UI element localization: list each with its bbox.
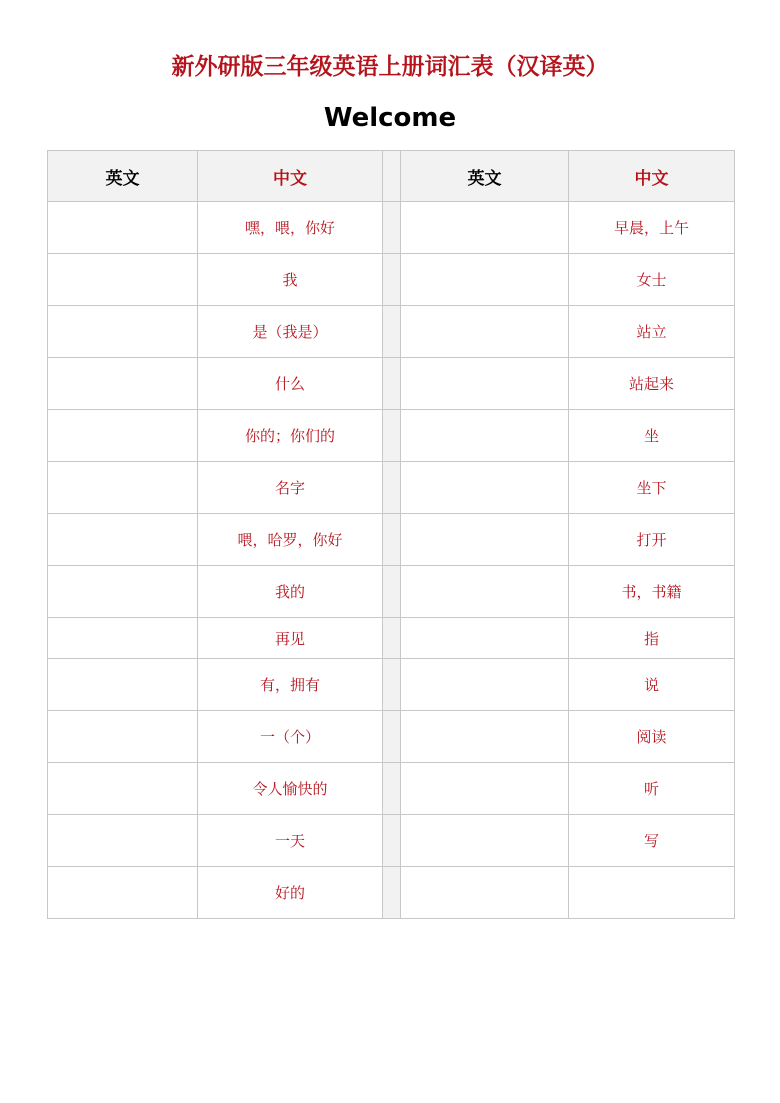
- left-chinese-cell: 一（个）: [198, 711, 383, 763]
- column-gap: [383, 410, 401, 462]
- table-row: [48, 711, 735, 763]
- column-gap: [383, 618, 401, 659]
- left-chinese-cell: 我的: [198, 566, 383, 618]
- table-row: [48, 659, 735, 711]
- right-english-cell: [401, 202, 569, 254]
- left-chinese-cell: 好的: [198, 867, 383, 919]
- right-chinese-cell: 女士: [569, 254, 735, 306]
- column-gap: [383, 711, 401, 763]
- left-english-cell: [48, 566, 198, 618]
- left-chinese-cell: 我: [198, 254, 383, 306]
- right-english-cell: [401, 254, 569, 306]
- left-english-cell: [48, 514, 198, 566]
- right-english-cell: [401, 815, 569, 867]
- left-chinese-cell: 什么: [198, 358, 383, 410]
- right-english-cell: [401, 358, 569, 410]
- right-chinese-cell: 书，书籍: [569, 566, 735, 618]
- right-english-cell: [401, 763, 569, 815]
- column-gap: [383, 151, 401, 202]
- right-chinese-cell: 站起来: [569, 358, 735, 410]
- right-chinese-cell: 听: [569, 763, 735, 815]
- column-gap: [383, 462, 401, 514]
- left-english-cell: [48, 763, 198, 815]
- column-gap: [383, 659, 401, 711]
- table-row: [48, 867, 735, 919]
- left-chinese-cell: 你的；你们的: [198, 410, 383, 462]
- left-chinese-cell: 有，拥有: [198, 659, 383, 711]
- right-english-cell: [401, 462, 569, 514]
- left-chinese-cell: 喂，哈罗，你好: [198, 514, 383, 566]
- right-english-cell: [401, 514, 569, 566]
- table-row: [48, 763, 735, 815]
- column-gap: [383, 254, 401, 306]
- right-chinese-cell: [569, 867, 735, 919]
- column-gap: [383, 514, 401, 566]
- vocabulary-table: [47, 150, 735, 919]
- header-left-chinese: 中文: [198, 151, 383, 202]
- table-row: [48, 815, 735, 867]
- table-row: [48, 358, 735, 410]
- header-right-english: 英文: [401, 151, 569, 202]
- unit-title: Welcome: [323, 103, 457, 133]
- right-english-cell: [401, 659, 569, 711]
- document-title: 新外研版三年级英语上册词汇表（汉译英）: [171, 54, 609, 80]
- right-english-cell: [401, 410, 569, 462]
- column-gap: [383, 763, 401, 815]
- left-english-cell: [48, 815, 198, 867]
- table-row: [48, 254, 735, 306]
- right-english-cell: [401, 566, 569, 618]
- table-row: [48, 618, 735, 659]
- left-chinese-cell: 令人愉快的: [198, 763, 383, 815]
- table-row: [48, 306, 735, 358]
- left-english-cell: [48, 202, 198, 254]
- right-chinese-cell: 站立: [569, 306, 735, 358]
- column-gap: [383, 815, 401, 867]
- right-chinese-cell: 早晨，上午: [569, 202, 735, 254]
- table-header-row: [48, 151, 735, 202]
- left-chinese-cell: 再见: [198, 618, 383, 659]
- column-gap: [383, 867, 401, 919]
- table-row: [48, 462, 735, 514]
- left-chinese-cell: 一天: [198, 815, 383, 867]
- left-english-cell: [48, 410, 198, 462]
- right-chinese-cell: 说: [569, 659, 735, 711]
- column-gap: [383, 202, 401, 254]
- left-english-cell: [48, 306, 198, 358]
- left-english-cell: [48, 462, 198, 514]
- left-chinese-cell: 名字: [198, 462, 383, 514]
- right-chinese-cell: 指: [569, 618, 735, 659]
- column-gap: [383, 566, 401, 618]
- right-chinese-cell: 阅读: [569, 711, 735, 763]
- left-english-cell: [48, 254, 198, 306]
- left-english-cell: [48, 711, 198, 763]
- right-chinese-cell: 打开: [569, 514, 735, 566]
- right-english-cell: [401, 618, 569, 659]
- table-row: [48, 202, 735, 254]
- right-english-cell: [401, 867, 569, 919]
- column-gap: [383, 306, 401, 358]
- table-row: [48, 566, 735, 618]
- header-left-english: 英文: [48, 151, 198, 202]
- right-chinese-cell: 坐: [569, 410, 735, 462]
- right-english-cell: [401, 306, 569, 358]
- table-row: [48, 410, 735, 462]
- header-right-chinese: 中文: [569, 151, 735, 202]
- right-english-cell: [401, 711, 569, 763]
- left-chinese-cell: 嘿，喂，你好: [198, 202, 383, 254]
- right-chinese-cell: 坐下: [569, 462, 735, 514]
- left-english-cell: [48, 358, 198, 410]
- left-english-cell: [48, 659, 198, 711]
- left-english-cell: [48, 867, 198, 919]
- column-gap: [383, 358, 401, 410]
- left-chinese-cell: 是（我是）: [198, 306, 383, 358]
- table-row: [48, 514, 735, 566]
- right-chinese-cell: 写: [569, 815, 735, 867]
- left-english-cell: [48, 618, 198, 659]
